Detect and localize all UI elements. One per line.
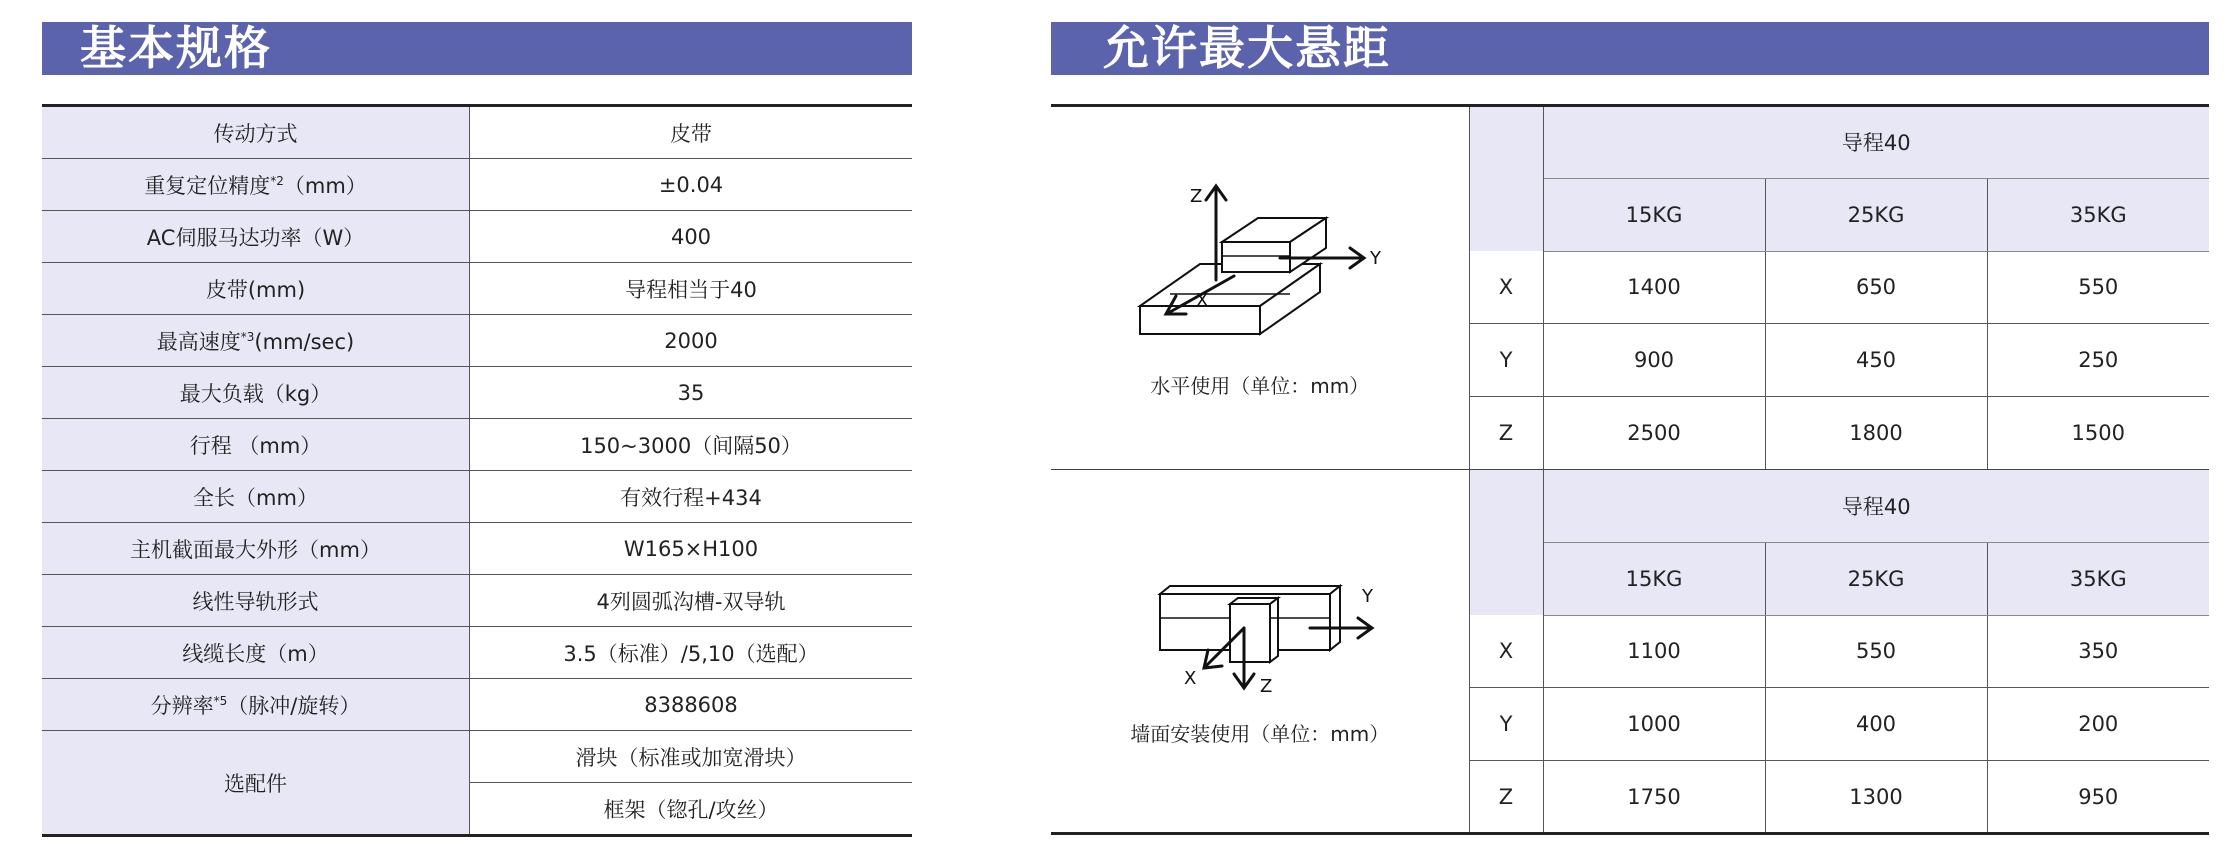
load-header: 15KG <box>1543 542 1765 615</box>
spec-label <box>42 367 470 419</box>
overhang-value: 450 <box>1765 324 1987 397</box>
overhang-value: 650 <box>1765 251 1987 324</box>
wall-mount-cell <box>1051 469 1469 833</box>
spec-row <box>42 367 912 419</box>
spec-label <box>42 419 470 471</box>
spec-label-text: 最高速度 <box>156 329 241 354</box>
spec-row <box>42 211 912 263</box>
overhang-title: 允许最大悬距 <box>1103 21 1391 75</box>
overhang-value: 1000 <box>1543 688 1765 761</box>
overhang-value: 2500 <box>1543 397 1765 470</box>
spec-row <box>42 471 912 523</box>
load-header: 35KG <box>1987 542 2209 615</box>
spec-label <box>42 575 470 627</box>
overhang-value: 250 <box>1987 324 2209 397</box>
overhang-value: 1300 <box>1765 761 1987 834</box>
spec-value: 2000 <box>470 315 913 367</box>
spec-label-unit: (mm/sec) <box>254 329 355 354</box>
load-header: 35KG <box>1987 178 2209 251</box>
spec-label <box>42 106 470 159</box>
spec-label <box>42 315 470 367</box>
spec-table <box>42 104 912 837</box>
spec-row <box>42 523 912 575</box>
z-axis-label: Z <box>1189 186 1203 208</box>
spec-label <box>42 679 470 731</box>
spec-value: 有效行程+434 <box>470 471 913 523</box>
spec-value: 400 <box>470 211 913 263</box>
x-axis-label: X <box>1183 668 1197 690</box>
spec-label <box>42 627 470 679</box>
spec-label <box>42 211 470 263</box>
spec-label <box>42 471 470 523</box>
wall-mount-diagram <box>1130 554 1390 704</box>
footnote-marker: *2 <box>270 173 284 188</box>
overhang-value: 400 <box>1765 688 1987 761</box>
spec-row <box>42 419 912 471</box>
spec-row <box>42 263 912 315</box>
overhang-value: 900 <box>1543 324 1765 397</box>
z-axis-label: Z <box>1259 676 1273 698</box>
spec-label <box>42 159 470 211</box>
axis-label: Y <box>1469 688 1543 761</box>
spec-value: 150~3000（间隔50） <box>470 419 913 471</box>
spec-value: 3.5（标准）/5,10（选配） <box>470 627 913 679</box>
spec-value: 4列圆弧沟槽-双导轨 <box>470 575 913 627</box>
spec-label-text: 最大负载（kg） <box>179 381 332 406</box>
spec-label-text: 线性导轨形式 <box>192 589 319 614</box>
axis-label: Y <box>1469 324 1543 397</box>
options-value: 滑块（标准或加宽滑块） <box>470 731 913 783</box>
spec-title: 基本规格 <box>80 21 272 75</box>
spec-label-text: 传动方式 <box>213 121 298 146</box>
spec-row <box>42 627 912 679</box>
axis-label: X <box>1469 615 1543 688</box>
footnote-marker: *5 <box>213 693 228 708</box>
spec-row <box>42 575 912 627</box>
options-value: 框架（锪孔/攻丝） <box>470 783 913 836</box>
spec-label <box>42 523 470 575</box>
axis-label: X <box>1469 251 1543 324</box>
spec-value: ±0.04 <box>470 159 913 211</box>
spec-label-unit: （脉冲/旋转） <box>227 693 361 718</box>
footnote-marker: *3 <box>240 329 255 344</box>
spec-label-text: AC伺服马达功率（W） <box>146 225 365 250</box>
load-header: 25KG <box>1765 178 1987 251</box>
overhang-value: 1500 <box>1987 397 2209 470</box>
spec-value: 皮带 <box>470 106 913 159</box>
load-header: 25KG <box>1765 542 1987 615</box>
axis-label: Z <box>1469 761 1543 834</box>
horizontal-mount-cell <box>1051 106 1469 470</box>
overhang-title-banner <box>1051 22 2209 75</box>
lead-header: 导程40 <box>1543 106 2209 179</box>
load-header: 15KG <box>1543 178 1765 251</box>
overhang-value: 1800 <box>1765 397 1987 470</box>
spec-value: W165×H100 <box>470 523 913 575</box>
spec-label-text: 行程 （mm） <box>189 433 322 458</box>
spec-label-text: 全长（mm） <box>193 485 318 510</box>
spec-value: 导程相当于40 <box>470 263 913 315</box>
options-label: 选配件 <box>42 731 470 836</box>
spec-row <box>42 159 912 211</box>
overhang-value: 950 <box>2078 784 2119 809</box>
lead-header: 导程40 <box>1543 469 2209 542</box>
spec-label <box>42 263 470 315</box>
spec-value: 8388608 <box>470 679 913 731</box>
spec-label-text: 分辨率 <box>150 693 214 718</box>
spec-value: 35 <box>470 367 913 419</box>
spec-label-unit: （mm） <box>283 173 367 198</box>
overhang-table <box>1051 104 2209 835</box>
mount-caption: 水平使用（单位：mm） <box>1150 374 1370 399</box>
spec-label-text: 皮带(mm) <box>205 277 306 302</box>
axis-label: Z <box>1469 397 1543 470</box>
overhang-value: 1750 <box>1627 784 1681 809</box>
spec-row <box>42 106 912 159</box>
y-axis-label: Y <box>1369 248 1381 270</box>
spec-title-banner <box>42 22 912 75</box>
overhang-value: 1100 <box>1543 615 1765 688</box>
spec-label-text: 重复定位精度 <box>144 173 271 198</box>
horizontal-mount-diagram <box>1130 176 1390 356</box>
spec-row <box>42 679 912 731</box>
overhang-value: 200 <box>1987 688 2209 761</box>
mount-caption: 墙面安装使用（单位：mm） <box>1130 722 1390 747</box>
overhang-value: 550 <box>1987 251 2209 324</box>
overhang-value: 1400 <box>1543 251 1765 324</box>
axis-header-cell <box>1469 469 1543 615</box>
overhang-value: 550 <box>1765 615 1987 688</box>
axis-header-cell <box>1469 106 1543 252</box>
x-axis-label: X <box>1195 290 1209 312</box>
spec-row-options <box>42 731 912 783</box>
spec-label-text: 线缆长度（m） <box>182 641 329 666</box>
overhang-header-row <box>1051 469 2209 542</box>
spec-row <box>42 315 912 367</box>
overhang-header-row <box>1051 106 2209 179</box>
spec-label-text: 主机截面最大外形（mm） <box>130 537 381 562</box>
y-axis-label: Y <box>1361 586 1373 608</box>
overhang-value: 350 <box>1987 615 2209 688</box>
